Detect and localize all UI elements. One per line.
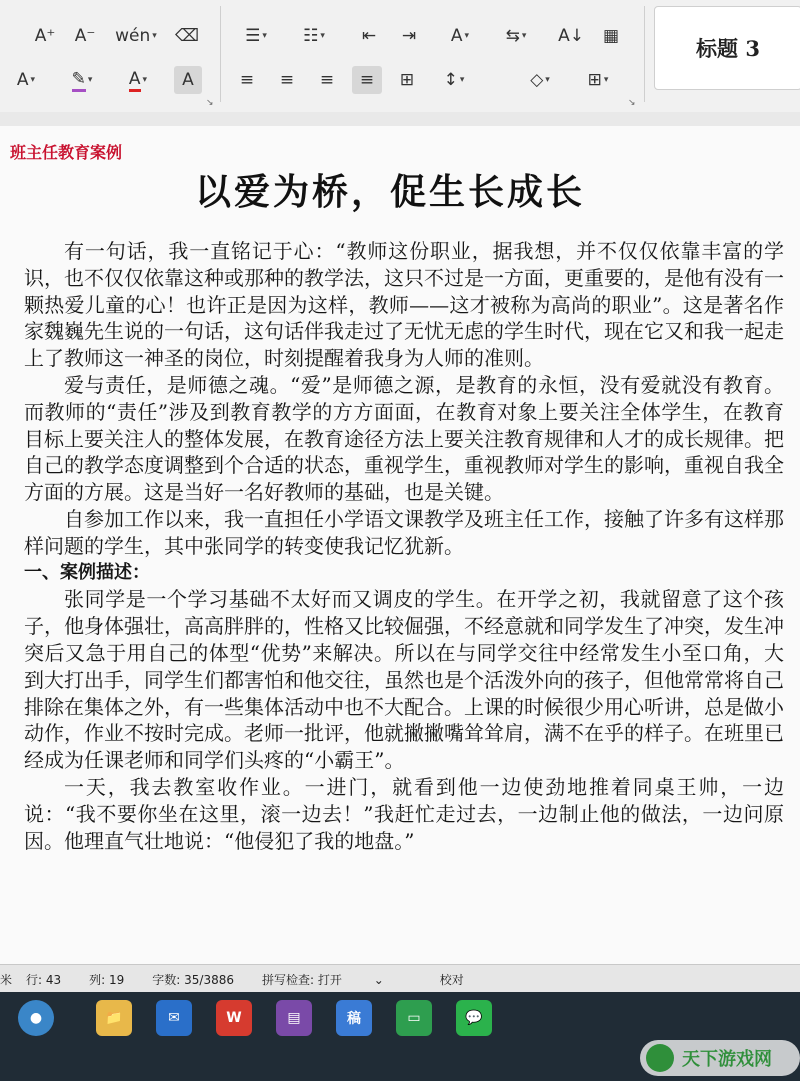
align-right-button[interactable] bbox=[312, 66, 342, 94]
document-page[interactable] bbox=[0, 126, 800, 964]
text-direction-icon: ⇆ bbox=[505, 26, 520, 46]
align-right-icon: ≡ bbox=[319, 70, 335, 90]
style-heading3[interactable] bbox=[654, 6, 800, 90]
borders-button[interactable] bbox=[578, 66, 618, 94]
align-center-icon: ≡ bbox=[279, 70, 295, 90]
table-grid-icon: ▦ bbox=[602, 26, 620, 46]
spell-check-toggle[interactable] bbox=[262, 971, 412, 988]
chevron-down-icon: ▾ bbox=[320, 31, 325, 41]
shading-button[interactable] bbox=[520, 66, 560, 94]
wechat-icon: 💬 bbox=[465, 1010, 483, 1026]
font-color-icon: A bbox=[129, 69, 141, 92]
document-body[interactable] bbox=[24, 238, 784, 854]
align-left-icon: ≡ bbox=[239, 70, 255, 90]
align-center-button[interactable] bbox=[272, 66, 302, 94]
font-group bbox=[0, 4, 216, 108]
line-indicator[interactable]: 行: 43 bbox=[26, 972, 62, 987]
outdent-icon: ⇤ bbox=[361, 26, 377, 46]
chevron-down-icon: ▾ bbox=[603, 75, 609, 85]
style-label: 标题 3 bbox=[696, 36, 760, 61]
shrink-font-icon: A⁻ bbox=[74, 26, 96, 46]
ruler bbox=[0, 112, 800, 126]
numbering-button[interactable] bbox=[294, 22, 334, 50]
shrink-font-button[interactable] bbox=[70, 22, 100, 50]
chevron-down-icon: ▾ bbox=[142, 75, 148, 85]
justify-button[interactable] bbox=[352, 66, 382, 94]
highlight-button[interactable] bbox=[62, 66, 102, 94]
chevron-down-icon: ⌄ bbox=[373, 972, 384, 987]
distributed-align-icon: ⊞ bbox=[399, 70, 415, 90]
archive-icon: ▤ bbox=[287, 1010, 301, 1026]
paragraph: 爱与责任，是师德之魂。“爱”是师德之源，是教育的永恒，没有爱就没有教育。而教师的“责任”涉及到教育教学的方方面面，在教育对象上要关注全体学生，在教育目标上要关注人的整体发展，在教育途径方法上要关注教育规律和人才的成长规律。把自己的教学态度调整到个合适的状态，重视学生，重视教师对学生的影响，重视自我全方面的方展。这是当好一名好教师的基础，也是关键。 bbox=[24, 372, 784, 505]
justify-icon: ≡ bbox=[359, 70, 375, 90]
bullet-list-icon: ☰ bbox=[245, 26, 261, 46]
phonetic-icon: wén bbox=[115, 26, 151, 46]
ribbon-toolbar bbox=[0, 0, 800, 113]
taskbar-app-gao[interactable] bbox=[336, 1000, 372, 1036]
chevron-down-icon: ▾ bbox=[521, 31, 527, 41]
column-indicator[interactable]: 列: 19 bbox=[89, 972, 125, 987]
unit-fragment: 米 bbox=[0, 972, 13, 987]
distributed-button[interactable] bbox=[392, 66, 422, 94]
table-border-button[interactable] bbox=[596, 22, 626, 50]
word-count[interactable]: 字数: 35/3886 bbox=[152, 972, 235, 987]
spell-check-label: 拼写检查: 打开 bbox=[262, 972, 342, 987]
paragraph-group bbox=[222, 4, 642, 108]
clear-format-button[interactable] bbox=[172, 22, 202, 50]
phonetic-guide-button[interactable] bbox=[114, 22, 158, 50]
grow-font-button[interactable] bbox=[30, 22, 60, 50]
char-shading-button[interactable] bbox=[174, 66, 202, 94]
eraser-icon: ⌫ bbox=[174, 26, 200, 46]
outdent-button[interactable] bbox=[354, 22, 384, 50]
proofread-button[interactable]: 校对 bbox=[439, 972, 464, 987]
chevron-down-icon: ▾ bbox=[152, 31, 157, 41]
paragraph: 张同学是一个学习基础不太好而又调皮的学生。在开学之初，我就留意了这个孩子，他身体强壮，高高胖胖的，性格又比较倔强，不经意就和同学发生了冲突，发生冲突后又急于用自己的体型“优势”来解决。所以在与同学交往中经常发生小至口角，大到大打出手，同学生们都害怕和他交往，虽然也是个活泼外向的孩子，但他常常将自己排除在集体之外，有一些集体活动中也不大配合。上课的时候很少用心听讲，总是做小动作，作业不按时完成。老师一批评，他就撇撇嘴耸耸肩，满不在乎的样子。在班里已经成为任课老师和同学们头疼的“小霸王”。 bbox=[24, 587, 784, 773]
watermark-text: 天下游戏网 bbox=[682, 1049, 772, 1070]
divider bbox=[220, 6, 221, 102]
text-direction-button[interactable] bbox=[496, 22, 536, 50]
taskbar-app-archive[interactable] bbox=[276, 1000, 312, 1036]
paragraph: 一天，我去教室收作业。一进门，就看到他一边使劲地推着同桌王帅，一边说：“我不要你坐在这里，滚一边去！”我赶忙走过去，一边制止他的做法，一边问原因。他理直气壮地说：“他侵犯了我的地盘。” bbox=[24, 774, 784, 853]
sort-icon: A↓ bbox=[558, 26, 584, 46]
indent-button[interactable] bbox=[394, 22, 424, 50]
watermark-logo-icon bbox=[646, 1044, 674, 1072]
folder-icon: 📁 bbox=[105, 1010, 123, 1026]
line-spacing-button[interactable] bbox=[434, 66, 474, 94]
status-bar bbox=[0, 964, 800, 993]
start-avatar-icon[interactable]: ● bbox=[18, 1000, 54, 1036]
taskbar-app-mail[interactable] bbox=[156, 1000, 192, 1036]
bullets-button[interactable] bbox=[236, 22, 276, 50]
mail-icon: ✉ bbox=[168, 1010, 180, 1026]
chinese-layout-icon: A bbox=[450, 26, 463, 46]
paragraph: 自参加工作以来，我一直担任小学语文课教学及班主任工作，接触了许多有这样那样问题的学生，其中张同学的转变使我记忆犹新。 bbox=[24, 506, 784, 558]
taskbar-app-wechat[interactable] bbox=[456, 1000, 492, 1036]
paragraph: 有一句话，我一直铭记于心：“教师这份职业，据我想，并不仅仅依靠丰富的学识，也不仅仅依靠这种或那种的教学法，这只不过是一方面，更重要的，是他有没有一颗热爱儿童的心！也许正是因为这样，教师——这才被称为高尚的职业”。这是著名作家魏巍先生说的一句话，这句话伴我走过了无忧无虑的学生时代，现在它又和我一起走上了教师这一神圣的岗位，时刻提醒着我身为人师的准则。 bbox=[24, 239, 784, 371]
taskbar-app-screen-share[interactable] bbox=[396, 1000, 432, 1036]
chevron-down-icon: ▾ bbox=[262, 31, 267, 41]
taskbar-app-file-explorer[interactable] bbox=[96, 1000, 132, 1036]
highlighter-icon: ✎ bbox=[72, 69, 86, 92]
text-effect-button[interactable] bbox=[6, 66, 46, 94]
chinese-layout-button[interactable] bbox=[440, 22, 480, 50]
document-title: 以爱为桥，促生长成长 bbox=[194, 171, 585, 213]
paint-bucket-icon: ◇ bbox=[530, 70, 544, 90]
dialog-launcher-icon[interactable]: ↘ bbox=[206, 98, 214, 108]
chevron-down-icon: ▾ bbox=[464, 31, 470, 41]
line-spacing-icon: ↕ bbox=[443, 70, 458, 90]
section-heading: 一、案例描述： bbox=[24, 561, 150, 583]
chevron-down-icon: ▾ bbox=[545, 75, 550, 85]
borders-icon: ⊞ bbox=[587, 70, 602, 90]
char-shading-icon: A bbox=[182, 70, 194, 90]
chevron-down-icon: ▾ bbox=[459, 75, 465, 85]
watermark bbox=[640, 1040, 800, 1076]
sort-button[interactable] bbox=[556, 22, 586, 50]
screen-share-icon: ▭ bbox=[407, 1010, 421, 1026]
grow-font-icon: A⁺ bbox=[34, 26, 56, 46]
divider bbox=[644, 6, 645, 102]
dialog-launcher-icon[interactable]: ↘ bbox=[628, 98, 636, 108]
indent-icon: ⇥ bbox=[401, 26, 417, 46]
font-color-button[interactable] bbox=[118, 66, 158, 94]
gao-icon: 稿 bbox=[347, 1011, 361, 1027]
numbered-list-icon: ☷ bbox=[303, 26, 319, 46]
wps-icon: W bbox=[226, 1010, 242, 1026]
taskbar-app-wps[interactable] bbox=[216, 1000, 252, 1036]
align-left-button[interactable] bbox=[232, 66, 262, 94]
chevron-down-icon: ▾ bbox=[87, 75, 93, 85]
document-tag: 班主任教育案例 bbox=[10, 143, 123, 162]
chevron-down-icon: ▾ bbox=[30, 75, 36, 85]
text-effect-icon: A bbox=[16, 70, 29, 90]
